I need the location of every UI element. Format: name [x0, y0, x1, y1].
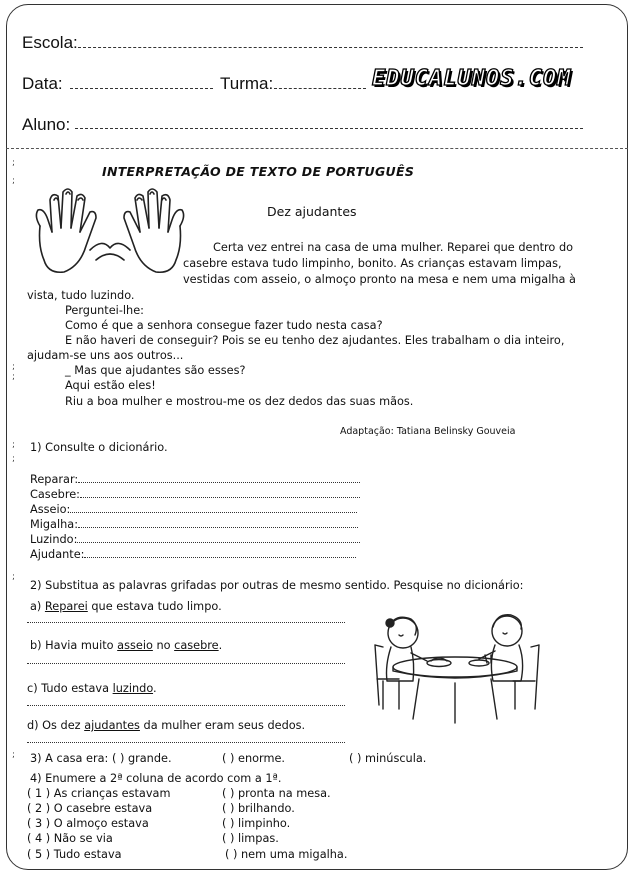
- q1-answer-field[interactable]: [77, 542, 360, 543]
- gutter-mark: ;: [12, 454, 16, 464]
- gutter-mark: ;: [12, 372, 16, 382]
- q4-right-item[interactable]: ( ) limpas.: [222, 832, 279, 845]
- class-label: Turma:: [220, 74, 274, 93]
- q1-word: Migalha:: [30, 518, 358, 531]
- q1-word: Casebre:: [30, 488, 360, 501]
- children-table-illustration: [355, 605, 555, 725]
- story-line: casebre estava tudo limpinho, bonito. As crianças estavam limpas,: [183, 257, 562, 270]
- story-line: Certa vez entrei na casa de uma mulher. Reparei que dentro do: [213, 241, 574, 254]
- story-line: _ Mas que ajudantes são esses?: [65, 364, 246, 377]
- story-line: Perguntei-lhe:: [65, 304, 144, 317]
- hands-illustration: [30, 186, 190, 284]
- class-field[interactable]: [274, 88, 366, 89]
- q2-answer-line[interactable]: [27, 663, 345, 664]
- q4-right-item[interactable]: ( ) pronta na mesa.: [222, 787, 331, 800]
- story-line: Riu a boa mulher e mostrou-me os dez dedos das suas mãos.: [65, 395, 414, 408]
- q1-answer-field[interactable]: [78, 482, 360, 483]
- q1-word: Reparar:: [30, 473, 360, 486]
- story-line: vista, tudo luzindo.: [27, 289, 135, 302]
- gutter-mark: ;: [12, 362, 16, 372]
- q1-word: Ajudante:: [30, 548, 356, 561]
- q1-answer-field[interactable]: [84, 557, 356, 558]
- q4-right-item[interactable]: ( ) nem uma migalha.: [225, 848, 348, 861]
- q4-left-item: ( 2 ) O casebre estava: [27, 802, 153, 815]
- gutter-mark: ;: [12, 572, 16, 582]
- story-credit: Adaptação: Tatiana Belinsky Gouveia: [340, 426, 516, 437]
- q2-answer-line[interactable]: [27, 705, 345, 706]
- student-label: Aluno:: [22, 115, 71, 134]
- q1-word: Asseio:: [30, 503, 357, 516]
- q2-prompt: 2) Substitua as palavras grifadas por outras de mesmo sentido. Pesquise no dicionário:: [30, 579, 524, 592]
- q1-answer-field[interactable]: [80, 497, 360, 498]
- story-line: Aqui estão eles!: [65, 379, 156, 392]
- q2-item-a: a) Reparei que estava tudo limpo.: [30, 600, 222, 613]
- story-line: vestidas com asseio, o almoço pronto na mesa e nem uma migalha à: [183, 273, 576, 286]
- q1-prompt: 1) Consulte o dicionário.: [30, 441, 168, 454]
- gutter-mark: ;: [12, 158, 16, 168]
- gutter-mark: ;: [12, 750, 16, 760]
- q2-answer-line[interactable]: [27, 742, 345, 743]
- brand-logo: EDUCALUNOS.COM: [372, 66, 572, 91]
- story-line: Como é que a senhora consegue fazer tudo nesta casa?: [65, 319, 383, 332]
- page-title: INTERPRETAÇÃO DE TEXTO DE PORTUGUÊS: [102, 164, 415, 179]
- q4-left-item: ( 4 ) Não se via: [27, 832, 113, 845]
- q4-left-item: ( 1 ) As crianças estavam: [27, 787, 171, 800]
- q2-answer-line[interactable]: [27, 622, 345, 623]
- q1-answer-field[interactable]: [70, 512, 357, 513]
- q2-item-c: c) Tudo estava luzindo.: [27, 682, 157, 695]
- story-line: E não haveri de conseguir? Pois se eu tenho dez ajudantes. Eles trabalham o dia inteiro,: [65, 334, 565, 347]
- date-label: Data:: [22, 74, 63, 93]
- q3-option-minuscula[interactable]: ( ) minúscula.: [349, 752, 427, 765]
- q3-prompt: 3) A casa era: ( ) grande.: [30, 752, 172, 765]
- header-divider: [6, 148, 628, 149]
- school-field[interactable]: [78, 47, 583, 48]
- q1-answer-field[interactable]: [78, 527, 358, 528]
- q2-item-b: b) Havia muito asseio no casebre.: [30, 639, 223, 652]
- q4-right-item[interactable]: ( ) brilhando.: [222, 802, 295, 815]
- q3-option-enorme[interactable]: ( ) enorme.: [222, 752, 286, 765]
- page-frame: [6, 4, 628, 870]
- date-field[interactable]: [70, 88, 213, 89]
- q4-prompt: 4) Enumere a 2ª coluna de acordo com a 1ª.: [30, 772, 282, 785]
- student-field[interactable]: [75, 128, 583, 129]
- q1-word: Luzindo:: [30, 533, 360, 546]
- story-heading: Dez ajudantes: [267, 204, 357, 219]
- story-line: ajudam-se uns aos outros...: [27, 349, 184, 362]
- school-label: Escola:: [22, 33, 78, 52]
- q4-right-item[interactable]: ( ) limpinho.: [222, 817, 291, 830]
- q4-left-item: ( 3 ) O almoço estava: [27, 817, 149, 830]
- gutter-mark: ;: [12, 440, 16, 450]
- q2-item-d: d) Os dez ajudantes da mulher eram seus dedos.: [27, 719, 306, 732]
- gutter-mark: ;: [12, 176, 16, 186]
- q4-left-item: ( 5 ) Tudo estava: [27, 848, 122, 861]
